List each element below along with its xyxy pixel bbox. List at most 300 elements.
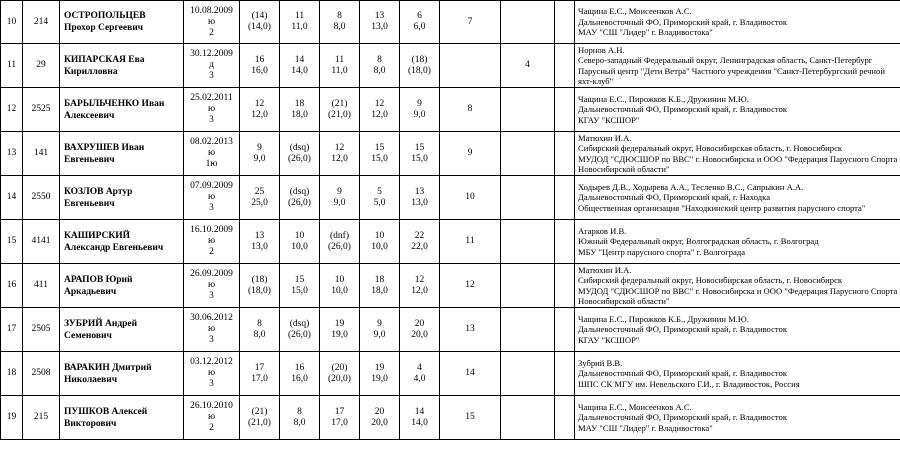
race-points: 8,0	[253, 329, 266, 340]
race-place: 25	[254, 186, 265, 197]
spacer-cell	[555, 44, 575, 88]
spacer-cell	[555, 308, 575, 352]
race-place: 14	[414, 406, 425, 417]
race-points: 16,0	[251, 65, 268, 76]
race-place: 19	[374, 362, 385, 373]
race-3-cell	[320, 396, 360, 440]
athlete-surname: ОСТРОПОЛЬЦЕВ	[64, 11, 146, 21]
athlete-given-name: Семенович	[64, 330, 112, 341]
race-place: 13	[374, 11, 385, 21]
race-2-cell	[280, 308, 320, 352]
table-row	[1, 88, 900, 132]
coach-line: МАУ "СШ "Лидер" г. Владивостока"	[578, 27, 713, 38]
athlete-given-name: Евгеньевич	[64, 198, 115, 209]
race-points: 16,0	[291, 373, 308, 384]
extra-cell	[501, 396, 555, 440]
race-place: (dsq)	[289, 186, 310, 197]
race-5-cell	[400, 220, 440, 264]
athlete-name-cell	[60, 352, 184, 396]
spacer-cell	[555, 176, 575, 220]
race-points: (21,0)	[328, 109, 351, 120]
race-place: 15	[294, 274, 305, 285]
race-place: (dnf)	[330, 230, 349, 241]
athlete-surname: БАРЫЛЬЧЕНКО Иван	[64, 98, 165, 109]
total-cell: 13	[440, 308, 501, 352]
race-5-cell	[400, 132, 440, 176]
race-place: 5	[377, 186, 382, 197]
race-2-cell	[280, 132, 320, 176]
race-1-cell	[240, 264, 280, 308]
race-points: 8,0	[333, 22, 346, 32]
athlete-given-name: Кирилловна	[64, 66, 118, 77]
race-place: 22	[414, 230, 425, 241]
athlete-given-name: Аркадьевич	[64, 286, 117, 297]
total-cell	[440, 44, 501, 88]
coach-line: Дальневосточный ФО, Приморский край, г. Владивосток	[578, 104, 788, 115]
birth-info-cell	[184, 44, 240, 88]
race-place: 9	[337, 186, 342, 197]
race-points: 14,0	[411, 417, 428, 428]
race-points: 25,0	[251, 197, 268, 208]
coach-cell	[575, 264, 900, 308]
race-place: (dsq)	[289, 142, 310, 153]
coach-cell	[575, 1, 900, 44]
race-5-cell	[400, 308, 440, 352]
race-place: 10	[294, 230, 305, 241]
race-place: 9	[417, 98, 422, 109]
race-2-cell	[280, 88, 320, 132]
race-4-cell	[360, 396, 400, 440]
spacer-cell	[555, 352, 575, 396]
sail-number-cell: 141	[23, 132, 60, 176]
place-cell: 18	[1, 352, 23, 396]
extra-cell	[501, 1, 555, 44]
race-2-cell	[280, 264, 320, 308]
place-cell: 11	[1, 44, 23, 88]
coach-line: Новосибирской области"	[578, 296, 670, 306]
athlete-given-name: Прохор Сергеевич	[64, 23, 144, 33]
race-3-cell	[320, 352, 360, 396]
race-place: 9	[257, 142, 262, 153]
race-place: (21)	[251, 406, 268, 417]
race-points: 13,0	[411, 197, 428, 208]
sport-rank: 1ю	[205, 159, 218, 169]
place-cell: 17	[1, 308, 23, 352]
race-points: 15,0	[411, 153, 428, 164]
race-points: 5,0	[373, 197, 386, 208]
coach-line: КГАУ "КСШОР"	[578, 114, 640, 125]
sail-number-cell: 214	[23, 1, 60, 44]
race-3-cell	[320, 132, 360, 176]
sport-rank: 2	[209, 423, 214, 433]
athlete-given-name: Алексеевич	[64, 110, 115, 121]
coach-cell	[575, 352, 900, 396]
gender: ю	[207, 324, 216, 334]
race-points: (26,0)	[288, 329, 311, 340]
birth-info-cell	[184, 264, 240, 308]
race-points: 20,0	[411, 329, 428, 340]
race-place: 13	[414, 186, 425, 197]
race-points: 12,0	[411, 285, 428, 296]
race-5-cell	[400, 264, 440, 308]
race-points: 13,0	[251, 241, 268, 252]
coach-cell	[575, 220, 900, 264]
race-place: 19	[334, 318, 345, 329]
total-cell: 9	[440, 132, 501, 176]
race-place: 12	[334, 142, 345, 153]
race-points: (18,0)	[248, 285, 271, 296]
race-points: 11,0	[291, 22, 308, 32]
race-place: (18)	[411, 54, 428, 65]
race-points: 8,0	[293, 417, 306, 428]
coach-line: Ходырев Д.В., Ходырева А.А., Тесленко В.С., Сапрыкин А.А.	[578, 181, 804, 192]
total-cell: 7	[440, 1, 501, 44]
total-cell: 15	[440, 396, 501, 440]
table-row	[1, 176, 900, 220]
coach-line: МАУ "СШ "Лидер" г. Владивостока"	[578, 422, 713, 433]
sport-rank: 2	[209, 247, 214, 257]
gender: ю	[207, 236, 216, 246]
coach-line: МУДОД "СДЮСШОР по ВВС" г. Новосибирска и ООО "Федерация Парусного Спорта	[578, 153, 898, 164]
race-place: (18)	[251, 274, 268, 285]
race-3-cell	[320, 176, 360, 220]
athlete-given-name: Александр Евгеньевич	[64, 242, 164, 253]
race-place: 8	[297, 406, 302, 417]
race-4-cell	[360, 1, 400, 44]
total-cell: 10	[440, 176, 501, 220]
extra-cell	[501, 352, 555, 396]
athlete-surname: АРАПОВ Юрий	[64, 274, 133, 285]
spacer-cell	[555, 220, 575, 264]
athlete-surname: КОЗЛОВ Артур	[64, 186, 133, 197]
race-points: (26,0)	[328, 241, 351, 252]
coach-line: Парусный центр "Дети Ветра" Частного учреждения "Санкт-Петербургский речной яхт-клуб"	[578, 65, 885, 86]
coach-line: Дальневосточный ФО, Приморский край, г. Владивосток	[578, 16, 788, 27]
coach-line: Новосибирской области"	[578, 164, 670, 174]
race-1-cell	[240, 308, 280, 352]
race-points: 9,0	[413, 109, 426, 120]
race-2-cell	[280, 176, 320, 220]
place-cell: 13	[1, 132, 23, 176]
race-4-cell	[360, 352, 400, 396]
race-1-cell	[240, 1, 280, 44]
coach-cell	[575, 44, 900, 88]
birth-info-cell	[184, 352, 240, 396]
race-points: 10,0	[331, 285, 348, 296]
extra-cell	[501, 264, 555, 308]
coach-cell	[575, 308, 900, 352]
race-points: 12,0	[371, 109, 388, 120]
birth-info-cell	[184, 176, 240, 220]
race-points: 19,0	[371, 373, 388, 384]
coach-line: Зубрий В.В.	[578, 357, 623, 368]
sport-rank: 3	[209, 379, 214, 389]
sail-number-cell: 4141	[23, 220, 60, 264]
race-place: 10	[334, 274, 345, 285]
athlete-name-cell	[60, 1, 184, 44]
gender: ю	[207, 368, 216, 378]
race-5-cell	[400, 352, 440, 396]
birth-info-cell	[184, 1, 240, 44]
race-points: 9,0	[253, 153, 266, 164]
race-3-cell	[320, 1, 360, 44]
race-place: 14	[294, 54, 305, 65]
athlete-name-cell	[60, 264, 184, 308]
athlete-name-cell	[60, 396, 184, 440]
birth-info-cell	[184, 88, 240, 132]
birth-info-cell	[184, 220, 240, 264]
extra-cell	[501, 220, 555, 264]
race-3-cell	[320, 88, 360, 132]
coach-line: Норнов А.Н.	[578, 44, 625, 55]
coach-line: Дальневосточный ФО, Приморский край, г. Владивосток	[578, 368, 788, 379]
race-3-cell	[320, 44, 360, 88]
coach-line: Южный Федеральный округ, Волгоградская область, г. Волгоград	[578, 236, 819, 247]
race-points: 22,0	[411, 241, 428, 252]
race-5-cell	[400, 176, 440, 220]
race-2-cell	[280, 1, 320, 44]
spacer-cell	[555, 264, 575, 308]
race-4-cell	[360, 44, 400, 88]
race-points: 12,0	[331, 153, 348, 164]
coach-line: Общественная организация "Находкинский центр развития парусного спорта"	[578, 202, 866, 213]
gender: ю	[207, 16, 216, 27]
total-cell: 14	[440, 352, 501, 396]
race-place: 4	[417, 362, 422, 373]
extra-cell	[501, 132, 555, 176]
table-row	[1, 396, 900, 440]
coach-line: МУДОД "СДЮСШОР по ВВС" г. Новосибирска и ООО "Федерация Парусного Спорта	[578, 285, 898, 296]
race-points: (18,0)	[408, 65, 431, 76]
sport-rank: 3	[209, 291, 214, 301]
coach-cell	[575, 396, 900, 440]
race-place: 13	[254, 230, 265, 241]
coach-line: КГАУ "КСШОР"	[578, 334, 640, 345]
race-4-cell	[360, 88, 400, 132]
birth-date: 30.06.2012	[190, 313, 233, 323]
race-points: 10,0	[371, 241, 388, 252]
coach-line: Чащина Е.С., Моисеенков А.С.	[578, 6, 692, 17]
athlete-name-cell	[60, 44, 184, 88]
athlete-surname: ЗУБРИЙ Андрей	[64, 318, 138, 329]
athlete-name-cell	[60, 176, 184, 220]
table-row	[1, 220, 900, 264]
race-points: 8,0	[373, 65, 386, 76]
athlete-name-cell	[60, 88, 184, 132]
race-5-cell	[400, 396, 440, 440]
sail-number-cell: 215	[23, 396, 60, 440]
race-1-cell	[240, 396, 280, 440]
race-points: 11,0	[331, 65, 348, 76]
place-cell: 10	[1, 1, 23, 44]
birth-date: 08.02.2013	[190, 137, 233, 147]
race-place: 12	[254, 98, 265, 109]
extra-cell: 4	[501, 44, 555, 88]
race-points: 12,0	[251, 109, 268, 120]
race-points: 17,0	[251, 373, 268, 384]
extra-cell	[501, 176, 555, 220]
race-points: 19,0	[331, 329, 348, 340]
athlete-given-name: Викторович	[64, 418, 117, 429]
race-place: 8	[377, 54, 382, 65]
table-row	[1, 308, 900, 352]
table-row	[1, 264, 900, 308]
sport-rank: 3	[209, 115, 214, 125]
sail-number-cell: 2505	[23, 308, 60, 352]
spacer-cell	[555, 396, 575, 440]
athlete-name-cell	[60, 220, 184, 264]
race-1-cell	[240, 88, 280, 132]
sail-number-cell: 411	[23, 264, 60, 308]
coach-line: Сибирский федеральный округ, Новосибирская область, г. Новосибирск	[578, 275, 843, 285]
place-cell: 12	[1, 88, 23, 132]
athlete-surname: ВАРАКИН Дмитрий	[64, 362, 152, 373]
birth-date: 26.09.2009	[190, 269, 233, 279]
coach-line: Чащина Е.С., Пирожков К.Б., Дружинин М.Ю.	[578, 93, 749, 104]
race-4-cell	[360, 220, 400, 264]
place-cell: 19	[1, 396, 23, 440]
race-points: (21,0)	[248, 417, 271, 428]
sail-number-cell: 2508	[23, 352, 60, 396]
race-2-cell	[280, 396, 320, 440]
birth-date: 03.12.2012	[190, 357, 233, 367]
spacer-cell	[555, 1, 575, 44]
spacer-cell	[555, 132, 575, 176]
place-cell: 14	[1, 176, 23, 220]
gender: ю	[207, 104, 216, 114]
race-3-cell	[320, 264, 360, 308]
coach-cell	[575, 88, 900, 132]
race-points: (26,0)	[288, 153, 311, 164]
race-points: 4,0	[413, 373, 426, 384]
sport-rank: 3	[209, 335, 214, 345]
sail-number-cell: 29	[23, 44, 60, 88]
race-2-cell	[280, 44, 320, 88]
race-place: 18	[374, 274, 385, 285]
athlete-surname: ВАХРУШЕВ Иван	[64, 142, 145, 153]
race-points: (20,0)	[328, 373, 351, 384]
race-place: (21)	[331, 98, 348, 109]
coach-line: Матюхин И.А.	[578, 264, 632, 275]
race-1-cell	[240, 352, 280, 396]
coach-line: Северо-западный Федеральный округ, Ленинградская область, Санкт-Петербург	[578, 55, 873, 65]
coach-line: Дальневосточный ФО, Приморский край, г. Владивосток	[578, 324, 788, 335]
race-1-cell	[240, 44, 280, 88]
birth-info-cell	[184, 396, 240, 440]
race-place: 10	[374, 230, 385, 241]
race-4-cell	[360, 132, 400, 176]
race-place: 8	[337, 11, 342, 21]
race-points: 9,0	[333, 197, 346, 208]
coach-cell	[575, 132, 900, 176]
table-row	[1, 44, 900, 88]
race-place: 20	[374, 406, 385, 417]
sail-number-cell: 2525	[23, 88, 60, 132]
birth-date: 10.08.2009	[190, 5, 233, 16]
athlete-given-name: Николаевич	[64, 374, 118, 385]
gender: ю	[207, 192, 216, 202]
birth-date: 16.10.2009	[190, 225, 233, 235]
birth-info-cell	[184, 308, 240, 352]
race-points: (26,0)	[288, 197, 311, 208]
race-points: 18,0	[371, 285, 388, 296]
race-points: 10,0	[291, 241, 308, 252]
race-place: (14)	[251, 11, 268, 21]
race-5-cell	[400, 44, 440, 88]
coach-line: Дальневосточный ФО, Приморский край, г. Владивосток	[578, 412, 788, 423]
race-1-cell	[240, 132, 280, 176]
birth-date: 07.09.2009	[190, 181, 233, 191]
race-5-cell	[400, 88, 440, 132]
gender: ю	[207, 280, 216, 290]
place-cell: 16	[1, 264, 23, 308]
place-cell: 15	[1, 220, 23, 264]
race-3-cell	[320, 308, 360, 352]
race-place: 20	[414, 318, 425, 329]
race-4-cell	[360, 308, 400, 352]
table-row	[1, 132, 900, 176]
race-points: (14,0)	[248, 22, 271, 32]
athlete-given-name: Евгеньевич	[64, 154, 115, 165]
coach-line: Дальневосточный ФО, Приморский край, г. Находка	[578, 192, 771, 203]
athlete-name-cell	[60, 132, 184, 176]
race-points: 18,0	[291, 109, 308, 120]
race-place: 15	[374, 142, 385, 153]
total-cell: 8	[440, 88, 501, 132]
coach-cell	[575, 176, 900, 220]
coach-line: ШПС СК МГУ им. Невельского Г.И., г. Владивосток, Россия	[578, 378, 800, 389]
race-place: 17	[334, 406, 345, 417]
race-place: 12	[414, 274, 425, 285]
coach-line: МБУ "Центр парусного спорта" г. Волгограда	[578, 246, 746, 257]
race-1-cell	[240, 176, 280, 220]
sport-rank: 2	[209, 27, 214, 38]
race-place: 12	[374, 98, 385, 109]
race-2-cell	[280, 352, 320, 396]
race-points: 20,0	[371, 417, 388, 428]
birth-info-cell	[184, 132, 240, 176]
birth-date: 30.12.2009	[190, 49, 233, 59]
race-place: 11	[294, 11, 305, 21]
sail-number-cell: 2550	[23, 176, 60, 220]
race-points: 14,0	[291, 65, 308, 76]
extra-cell	[501, 88, 555, 132]
gender: ю	[207, 412, 216, 422]
race-place: 18	[294, 98, 305, 109]
race-points: 13,0	[371, 22, 388, 32]
extra-cell	[501, 308, 555, 352]
race-place: 15	[414, 142, 425, 153]
race-3-cell	[320, 220, 360, 264]
race-place: 6	[417, 11, 422, 21]
athlete-surname: ПУШКОВ Алексей	[64, 406, 148, 417]
race-5-cell	[400, 1, 440, 44]
gender: ю	[207, 148, 216, 158]
total-cell: 12	[440, 264, 501, 308]
gender: д	[209, 60, 214, 70]
coach-line: Агарков И.В.	[578, 225, 627, 236]
race-2-cell	[280, 220, 320, 264]
birth-date: 26.10.2010	[190, 401, 233, 411]
race-place: 16	[294, 362, 305, 373]
coach-line: Сибирский федеральный округ, Новосибирская область, г. Новосибирск	[578, 143, 843, 153]
race-points: 17,0	[331, 417, 348, 428]
race-points: 15,0	[371, 153, 388, 164]
athlete-surname: КАШИРСКИЙ	[64, 230, 131, 241]
race-place: 16	[254, 54, 265, 65]
race-place: 11	[334, 54, 345, 65]
athlete-name-cell	[60, 308, 184, 352]
